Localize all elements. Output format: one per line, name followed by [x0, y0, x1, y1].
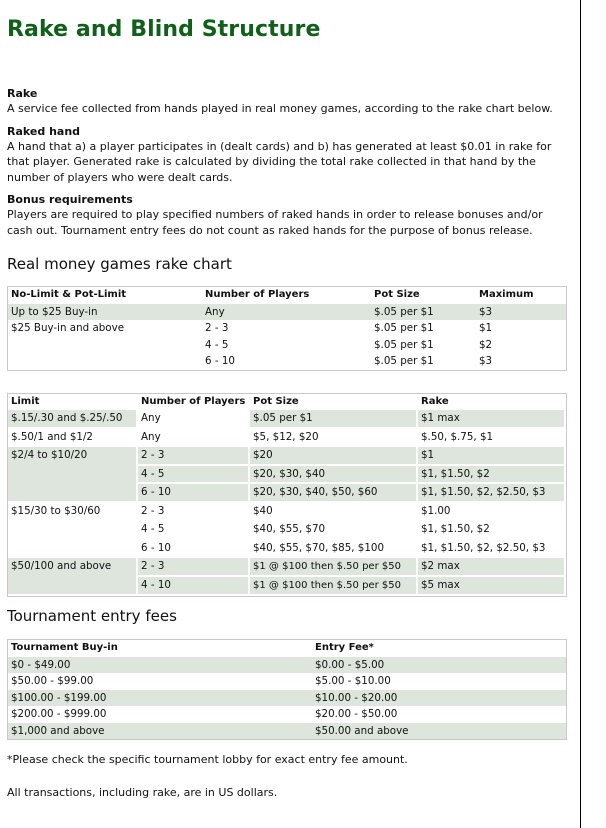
column-header: Tournament Buy-in — [11, 642, 118, 653]
section-raked-hand — [7, 124, 569, 186]
table-cell: $.05 per $1 — [374, 322, 434, 334]
table-cell: Any — [138, 410, 250, 429]
table-cell: 4 - 5 — [138, 466, 250, 485]
table-cell: $.50, $.75, $1 — [418, 429, 566, 448]
table-cell: Any — [202, 304, 371, 321]
section-text: Players are required to play specified numbers of raked hands in order to release bonuses and/or cash out. Tournament entry fees do not count as raked hands for the purpose of bonus release. — [7, 208, 543, 237]
section-rake — [7, 86, 569, 117]
table-cell: $1 @ $100 then $.50 per $50 — [250, 577, 418, 596]
table-row — [8, 673, 566, 690]
table-row — [8, 690, 566, 707]
table-cell: $2/4 to $10/20 — [8, 447, 138, 503]
no-limit-rake-table — [7, 286, 567, 371]
table-header-row — [8, 287, 566, 304]
table-row — [8, 429, 566, 448]
table-cell: 4 - 5 — [205, 338, 229, 351]
footnote-text: *Please check the specific tournament lobby for exact entry fee amount. — [7, 753, 408, 766]
table-row — [8, 723, 566, 740]
table-cell: Up to $25 Buy-in — [8, 304, 202, 321]
rake-chart-heading: Real money games rake chart — [7, 255, 232, 273]
tournament-heading: Tournament entry fees — [7, 607, 177, 625]
column-header: Rake — [421, 395, 449, 407]
table-row — [8, 706, 566, 723]
table-cell: 2 - 3 — [138, 558, 250, 577]
table-cell: $1, $1.50, $2, $2.50, $3 — [418, 484, 566, 503]
table-cell — [8, 337, 202, 354]
table-cell: $3 — [476, 304, 566, 321]
section-heading: Raked hand — [7, 124, 81, 138]
table-row — [8, 337, 566, 354]
table-cell: $.50/1 and $1/2 — [8, 429, 138, 448]
table-cell: $0.00 - $5.00 — [312, 657, 566, 674]
page-title: Rake and Blind Structure — [7, 17, 321, 42]
table-cell: $50.00 and above — [312, 723, 566, 740]
table-cell: $40, $55, $70 — [250, 521, 418, 540]
right-border-line — [580, 0, 581, 828]
table-cell: $40, $55, $70, $85, $100 — [250, 540, 418, 559]
table-row — [8, 320, 566, 337]
table-row — [8, 353, 566, 370]
main-content — [7, 0, 569, 800]
table-cell: $1 max — [418, 410, 566, 429]
table-cell: $5.00 - $10.00 — [315, 675, 391, 687]
section-text: A service fee collected from hands played in real money games, according to the rake chart below. — [7, 102, 553, 115]
table-cell: $1, $1.50, $2 — [418, 521, 566, 540]
limit-rake-table — [7, 393, 567, 598]
table-cell: $100.00 - $199.00 — [8, 690, 312, 707]
table-cell: $1, $1.50, $2 — [418, 466, 566, 485]
column-header: Entry Fee* — [315, 642, 374, 653]
table-row — [8, 558, 566, 577]
table-cell: 6 - 10 — [138, 484, 250, 503]
table-cell: Any — [138, 429, 250, 448]
table-cell: $2 — [479, 338, 493, 351]
column-header: No-Limit & Pot-Limit — [11, 289, 127, 300]
table-row — [8, 304, 566, 321]
table-cell: $1.00 — [418, 503, 566, 522]
table-cell: $15/30 to $30/60 — [8, 503, 138, 559]
table-cell: $20, $30, $40 — [250, 466, 418, 485]
table-cell: $50.00 - $99.00 — [11, 675, 94, 687]
table-cell: $.05 per $1 — [250, 410, 418, 429]
table-cell: $200.00 - $999.00 — [11, 708, 107, 720]
table-cell: $.05 per $1 — [374, 338, 434, 351]
table-cell: $0 - $49.00 — [8, 657, 312, 674]
table-cell: $1 @ $100 then $.50 per $50 — [250, 558, 418, 577]
table-cell — [8, 353, 202, 370]
column-header: Pot Size — [374, 289, 420, 300]
table-cell: 6 - 10 — [138, 540, 250, 559]
section-heading: Rake — [7, 87, 38, 100]
table-cell: $20, $30, $40, $50, $60 — [250, 484, 418, 503]
table-cell: 4 - 10 — [138, 577, 250, 596]
currency-note: All transactions, including rake, are in US dollars. — [7, 785, 278, 799]
table-cell: $.15/.30 and $.25/.50 — [8, 410, 138, 429]
tournament-fee-table — [7, 639, 567, 740]
table-cell: $1, $1.50, $2, $2.50, $3 — [418, 540, 566, 559]
table-cell: 6 - 10 — [205, 355, 235, 367]
table-cell: $50/100 and above — [8, 558, 138, 596]
table-cell: $5 max — [418, 577, 566, 596]
table-row — [8, 410, 566, 429]
table-cell: $20 — [250, 447, 418, 466]
column-header: Number of Players — [141, 395, 246, 407]
section-heading: Bonus requirements — [7, 193, 133, 206]
table-cell: $.05 per $1 — [374, 355, 434, 367]
table-cell: 2 - 3 — [138, 503, 250, 522]
column-header: Maximum — [479, 289, 534, 300]
table-cell: $40 — [250, 503, 418, 522]
table-row — [8, 503, 566, 522]
table-cell: $3 — [479, 355, 493, 367]
column-header: Pot Size — [253, 395, 299, 407]
table-cell: $25 Buy-in and above — [11, 322, 125, 334]
table-cell: $2 max — [418, 558, 566, 577]
table-cell: $1,000 and above — [8, 723, 312, 740]
section-text: A hand that a) a player participates in (dealt cards) and b) has generated at least $0.01 in rake for that player. Generated rake is calculated by dividing the total rake collected in that hand by the number of players who were dealt cards. — [7, 139, 552, 184]
table-cell: $20.00 - $50.00 — [315, 708, 398, 720]
table-cell: $10.00 - $20.00 — [312, 690, 566, 707]
section-bonus-requirements — [7, 192, 569, 238]
table-cell: $1 — [479, 322, 493, 334]
table-row — [8, 447, 566, 466]
table-header-row — [8, 640, 566, 657]
column-header: Limit — [11, 395, 40, 407]
table-cell: 2 - 3 — [205, 322, 229, 334]
table-cell: $5, $12, $20 — [250, 429, 418, 448]
table-cell: $.05 per $1 — [371, 304, 476, 321]
table-cell: 4 - 5 — [138, 521, 250, 540]
table-row — [8, 657, 566, 674]
column-header: Number of Players — [205, 289, 310, 300]
table-header-row — [8, 394, 566, 411]
table-cell: 2 - 3 — [138, 447, 250, 466]
table-cell: $1 — [418, 447, 566, 466]
